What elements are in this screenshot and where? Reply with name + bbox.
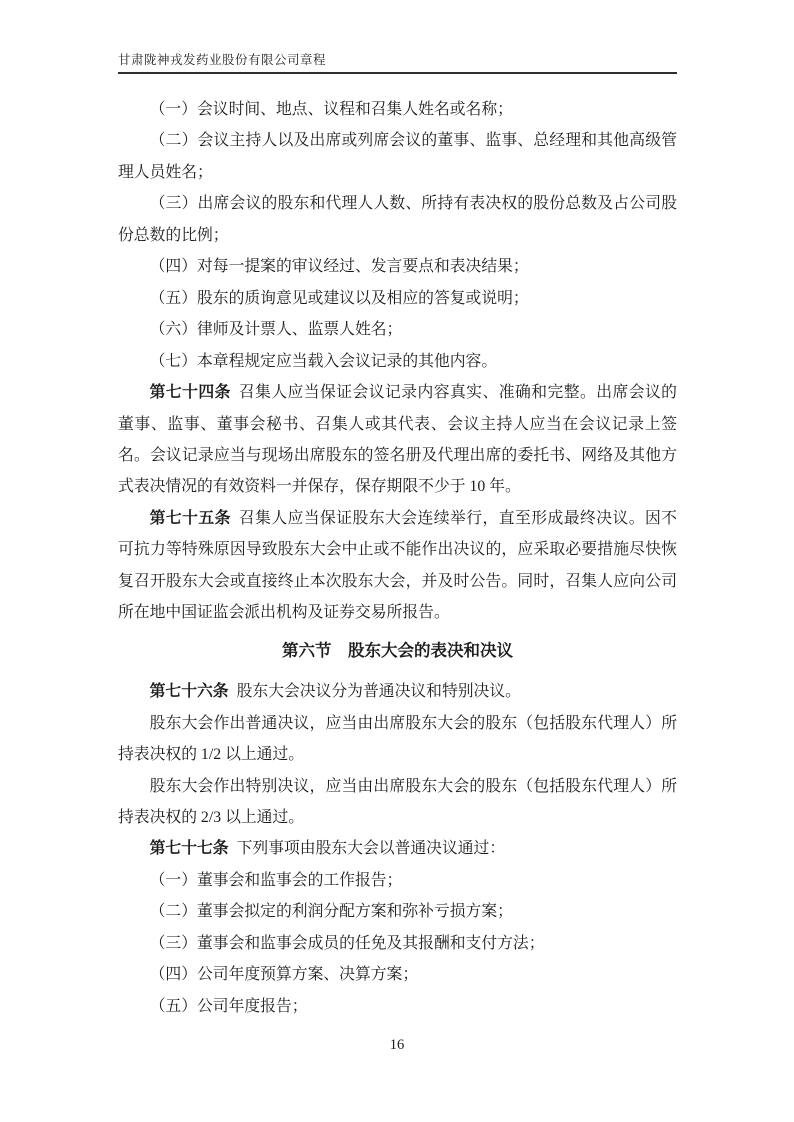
body-paragraph: 股东大会作出特别决议，应当由出席股东大会的股东（包括股东代理人）所持表决权的 2/3 以上通过。 bbox=[118, 777, 677, 826]
list-item: （三）董事会和监事会成员的任免及其报酬和支付方法； bbox=[149, 934, 545, 952]
article-text: 召集人应当保证会议记录内容真实、准确和完整。出席会议的董事、监事、董事会秘书、召集人或其代表、会议主持人应当在会议记录上签名。会议记录应当与现场出席股东的签名册及代理出席的委托书、网络及其他方式表决情况的有效资料一并保存，保存期限不少于 10 年。 bbox=[118, 384, 677, 496]
page-number: 16 bbox=[389, 1037, 405, 1053]
list-item: （五）股东的质询意见或建议以及相应的答复或说明； bbox=[149, 289, 529, 307]
section-heading: 第六节 股东大会的表决和决议 bbox=[282, 640, 513, 660]
body-paragraph: 股东大会作出普通决议，应当由出席股东大会的股东（包括股东代理人）所持表决权的 1/2 以上通过。 bbox=[118, 714, 677, 764]
header-title: 甘肃陇神戎发药业股份有限公司章程 bbox=[118, 53, 327, 67]
article-paragraph bbox=[118, 833, 677, 864]
article-paragraph bbox=[118, 503, 677, 629]
document-body bbox=[118, 94, 677, 1022]
article-text: 下列事项由股东大会以普通决议通过： bbox=[236, 840, 506, 858]
list-item: （四）公司年度预算方案、决算方案； bbox=[149, 966, 419, 984]
list-item: （五）公司年度报告； bbox=[149, 997, 308, 1015]
list-item: （七）本章程规定应当载入会议记录的其他内容。 bbox=[149, 352, 498, 370]
page-header bbox=[118, 52, 677, 74]
list-item: （一）会议时间、地点、议程和召集人姓名或名称； bbox=[149, 101, 513, 118]
article-text: 召集人应当保证股东大会连续举行，直至形成最终决议。因不可抗力等特殊原因导致股东大会中止或不能作出决议的，应采取必要措施尽快恢复召开股东大会或直接终止本次股东大会，并及时公告。同时，召集人应向公司所在地中国证监会派出机构及证券交易所报告。 bbox=[118, 509, 677, 622]
article-number: 第七十四条 bbox=[149, 384, 231, 402]
list-item: （三）出席会议的股东和代理人人数、所持有表决权的股份总数及占公司股份总数的比例； bbox=[118, 195, 677, 244]
list-item: （二）会议主持人以及出席或列席会议的董事、监事、总经理和其他高级管理人员姓名； bbox=[118, 132, 677, 181]
article-paragraph bbox=[118, 377, 677, 503]
article-text: 股东大会决议分为普通决议和特别决议。 bbox=[236, 683, 521, 701]
list-item: （一）董事会和监事会的工作报告； bbox=[149, 871, 403, 889]
header-divider bbox=[118, 72, 677, 74]
list-item: （四）对每一提案的审议经过、发言要点和表决结果； bbox=[149, 258, 529, 276]
article-number: 第七十七条 bbox=[149, 840, 229, 858]
list-item: （六）律师及计票人、监票人姓名； bbox=[149, 321, 403, 339]
article-number: 第七十六条 bbox=[149, 683, 229, 701]
article-number: 第七十五条 bbox=[149, 509, 231, 527]
list-item: （二）董事会拟定的利润分配方案和弥补亏损方案； bbox=[149, 903, 513, 921]
article-paragraph bbox=[118, 676, 677, 707]
